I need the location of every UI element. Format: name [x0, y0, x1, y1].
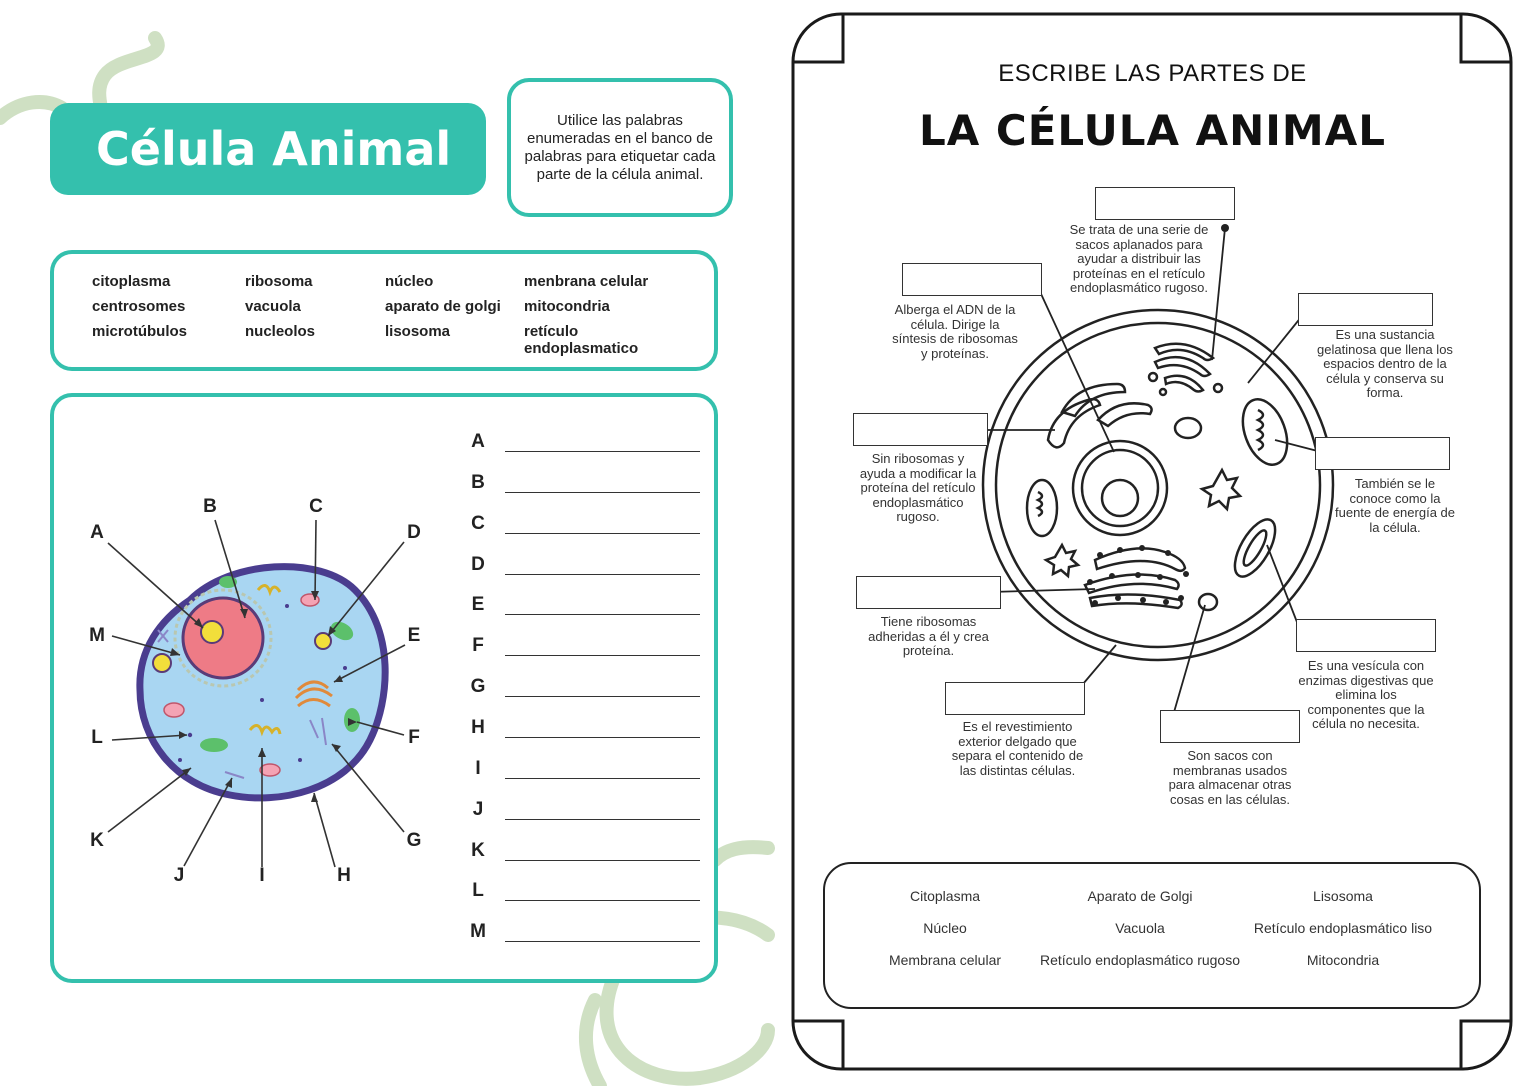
- answer-letter: B: [471, 472, 485, 493]
- word-bank-item: Mitocondria: [1306, 952, 1380, 968]
- instructions-text: Utilice las palabras enumeradas en el banco de palabras para etiquetar cada parte de la célula animal.: [524, 111, 716, 183]
- answer-letter: H: [471, 717, 485, 738]
- desc-vacuole: Son sacos con membranas usados para almacenar otras cosas en las células.: [1168, 748, 1292, 807]
- answer-letter: I: [475, 758, 481, 779]
- worksheet-title: LA CÉLULA ANIMAL: [918, 106, 1386, 155]
- desc-cytoplasm: Es una sustancia gelatinosa que llena los espacios dentro de la célula y conserva su forma.: [1317, 327, 1453, 401]
- desc-membrane: Es el revestimiento exterior delgado que separa el contenido de las distintas células.: [951, 719, 1084, 778]
- answer-letter: M: [470, 921, 486, 942]
- word-bank-item: Retículo endoplasmático liso: [1253, 920, 1433, 936]
- word-bank-item: núcleo: [385, 273, 434, 290]
- cell-label-j: J: [173, 865, 185, 886]
- desc-rough-er: Tiene ribosomas adheridas a él y crea proteína.: [868, 614, 989, 659]
- word-bank-item: ribosoma: [245, 273, 313, 290]
- answer-letter: G: [470, 676, 486, 697]
- answer-blank-rough-er[interactable]: [856, 576, 1001, 609]
- answer-letter: K: [471, 840, 485, 861]
- answer-blank-smooth-er[interactable]: [853, 413, 988, 446]
- desc-nucleus: Alberga el ADN de la célula. Dirige la síntesis de ribosomas y proteínas.: [892, 302, 1018, 361]
- desc-lysosome: Es una vesícula con enzimas digestivas que elimina los componentes que la célula no necesita.: [1298, 658, 1434, 732]
- answer-blank-lysosome[interactable]: [1296, 619, 1436, 652]
- cell-label-e: E: [407, 625, 421, 646]
- answer-letter: L: [472, 880, 484, 901]
- cell-label-i: I: [259, 865, 265, 886]
- answer-letter: E: [471, 594, 485, 615]
- word-bank-item: Núcleo: [923, 920, 967, 936]
- cell-label-c: C: [309, 496, 323, 517]
- word-bank-item: mitocondria: [524, 298, 610, 315]
- word-bank-item: Membrana celular: [888, 952, 1002, 968]
- answer-blank-membrane[interactable]: [945, 682, 1085, 715]
- answer-letter: C: [471, 513, 485, 534]
- answer-blank-mitochondria[interactable]: [1315, 437, 1450, 470]
- desc-mitochondria: También se le conoce como la fuente de energía de la célula.: [1335, 476, 1455, 535]
- cell-label-k: K: [90, 830, 104, 851]
- desc-golgi: Se trata de una serie de sacos aplanados para ayudar a distribuir las proteínas en el retículo endoplasmático rugoso.: [1069, 222, 1209, 296]
- cell-label-b: B: [203, 496, 217, 517]
- answer-blank-golgi[interactable]: [1095, 187, 1235, 220]
- worksheet-subtitle: ESCRIBE LAS PARTES DE: [998, 60, 1307, 87]
- word-bank-item: Citoplasma: [909, 888, 981, 904]
- cell-label-m: M: [89, 625, 105, 646]
- word-bank-item: aparato de golgi: [385, 298, 501, 315]
- word-bank-item: centrosomes: [92, 298, 186, 315]
- desc-smooth-er: Sin ribosomas y ayuda a modificar la proteína del retículo endoplasmático rugoso.: [859, 451, 977, 525]
- word-bank-item: microtúbulos: [92, 323, 188, 340]
- answer-blank-vacuole[interactable]: [1160, 710, 1300, 743]
- answer-letter: F: [472, 635, 484, 656]
- word-bank-item: retículo endoplasmatico: [524, 323, 639, 357]
- cell-label-f: F: [408, 727, 420, 748]
- word-bank-item: Aparato de Golgi: [1087, 888, 1193, 904]
- answer-blank-cytoplasm[interactable]: [1298, 293, 1433, 326]
- word-bank-item: vacuola: [245, 298, 301, 315]
- answer-letter: J: [472, 799, 484, 820]
- answer-letter: D: [471, 554, 485, 575]
- page-title: Célula Animal: [96, 122, 452, 176]
- cell-label-h: H: [337, 865, 351, 886]
- word-bank-item: nucleolos: [245, 323, 316, 340]
- word-bank-item: Vacuola: [1115, 920, 1165, 936]
- word-bank-item: lisosoma: [385, 323, 451, 340]
- word-bank-item: Retículo endoplasmático rugoso: [1040, 952, 1241, 968]
- cell-label-g: G: [406, 830, 422, 851]
- cell-label-l: L: [91, 727, 103, 748]
- cell-label-a: A: [90, 522, 104, 543]
- cell-label-d: D: [407, 522, 421, 543]
- answer-letter: A: [471, 431, 485, 452]
- answer-blank-nucleus[interactable]: [902, 263, 1042, 296]
- word-bank-item: Lisosoma: [1313, 888, 1373, 904]
- worksheet-word-bank: [823, 862, 1481, 1009]
- word-bank-item: menbrana celular: [524, 273, 649, 290]
- word-bank-item: citoplasma: [92, 273, 171, 290]
